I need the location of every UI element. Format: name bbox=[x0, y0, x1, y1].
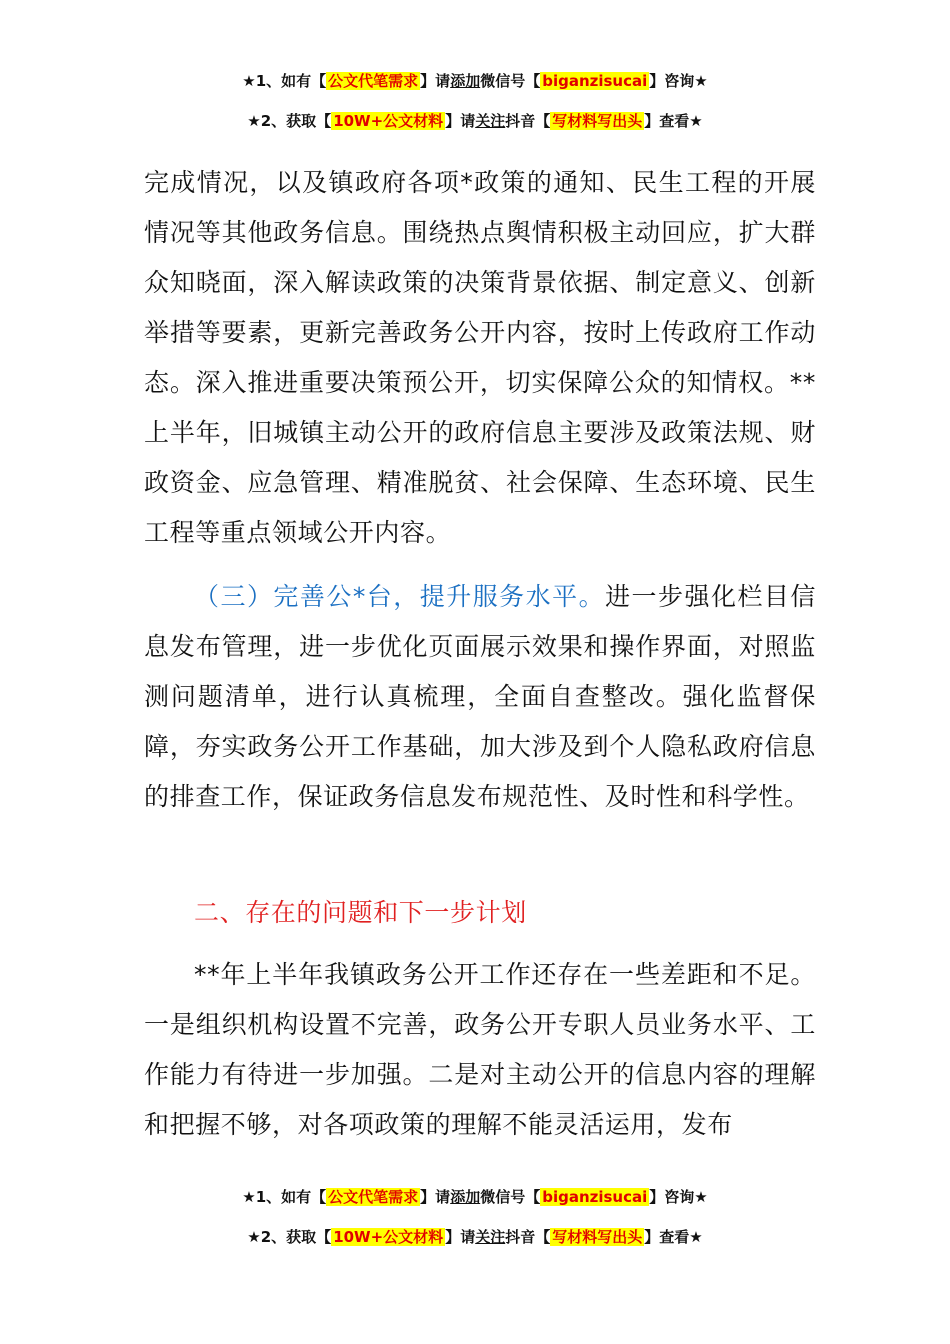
document-section-heading-wrap bbox=[144, 888, 816, 938]
highlight-douyin-account: 写材料写出头 bbox=[552, 1228, 643, 1246]
document-body-section-3 bbox=[144, 572, 816, 822]
document-body-problems bbox=[144, 950, 816, 1150]
paragraph-disclosure-content: 完成情况，以及镇政府各项*政策的通知、民生工程的开展情况等其他政务信息。围绕热点舆情积极主动回应，扩大群众知晓面，深入解读政策的决策背景依据、制定意义、创新举措等要素，更新完善政务公开内容，按时上传政府工作动态。深入推进重要决策预公开，切实保障公众的知情权。**上半年，旧城镇主动公开的政府信息主要涉及政策法规、财政资金、应急管理、精准脱贫、社会保障、生态环境、民生工程等重点领域公开内容。 bbox=[144, 168, 816, 547]
section-heading-problems: 二、存在的问题和下一步计划 bbox=[194, 898, 527, 927]
paragraph-platform-improvement: （三）完善公*台，提升服务水平。进一步强化栏目信息发布管理，进一步优化页面展示效果和操作界面，对照监测问题清单，进行认真梳理，全面自查整改。强化监督保障，夯实政务公开工作基础，加大涉及到个人隐私政府信息的排查工作，保证政务信息发布规范性、及时性和科学性。 bbox=[144, 582, 816, 811]
header-promo-line-1: ★1、如有【 公文代笔需求 】请添加微信号【 biganzisucai 】咨询★ bbox=[242, 72, 708, 90]
subheading-platform: （三）完善公*台，提升服务水平。 bbox=[194, 582, 606, 611]
highlight-wechat-id: biganzisucai bbox=[542, 1188, 648, 1206]
paragraph-problems: **年上半年我镇政务公开工作还存在一些差距和不足。一是组织机构设置不完善，政务公开专职人员业务水平、工作能力有待进一步加强。二是对主动公开的信息内容的理解和把握不够，对各项政策的理解不能灵活运用，发布 bbox=[144, 960, 816, 1139]
footer-promo-line-2: ★2、获取【 10W+公文材料 】请关注抖音【 写材料写出头 】查看★ bbox=[247, 1228, 703, 1246]
highlight-writing-service: 公文代笔需求 bbox=[328, 72, 419, 90]
document-body bbox=[144, 158, 816, 558]
footer-promo-line-1: ★1、如有【 公文代笔需求 】请添加微信号【 biganzisucai 】咨询★ bbox=[242, 1188, 708, 1206]
highlight-wechat-id: biganzisucai bbox=[542, 72, 648, 90]
highlight-materials: 10W+公文材料 bbox=[333, 1228, 444, 1246]
highlight-materials: 10W+公文材料 bbox=[333, 112, 444, 130]
highlight-douyin-account: 写材料写出头 bbox=[552, 112, 643, 130]
highlight-writing-service: 公文代笔需求 bbox=[328, 1188, 419, 1206]
header-promo-line-2: ★2、获取【 10W+公文材料 】请关注抖音【 写材料写出头 】查看★ bbox=[247, 112, 703, 130]
